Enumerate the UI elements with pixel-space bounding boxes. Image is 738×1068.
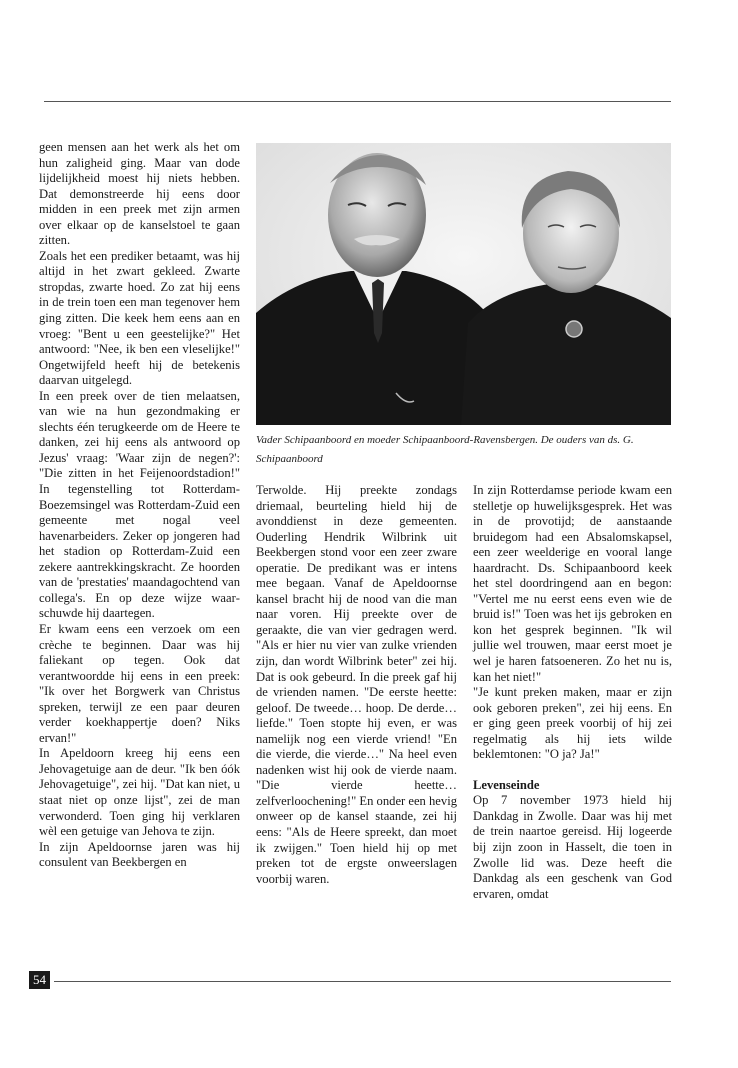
text-column-1 (39, 140, 240, 871)
footer-rule (54, 981, 671, 982)
paragraph: "Je kunt preken maken, maar er zijn ook geboren preken", zei hij eens. En er ging geen preek voorbij of hij zei regelmatig als hij iets wilde beklemtonen: "O ja? Ja!" (473, 685, 672, 762)
header-rule (44, 101, 671, 102)
paragraph: geen mensen aan het werk als het om hun zaligheid ging. Maar van dode lijdelijkheid moest hij niets hebben. Dat demonstreerde hij eens door midden in een preek met zijn armen over elkaar op de kanselstoel te gaan zitten. (39, 140, 240, 248)
paragraph: Er kwam eens een verzoek om een crèche te beginnen. Daar was hij faliekant op tegen. Ook dat verantwoordde hij eens in een preek: "Ik over het Borgwerk van Christus spreken, terwijl ze een paar deuren verder koekhappertje doen? Niks ervan!" (39, 621, 240, 745)
text-column-3 (473, 483, 672, 902)
paragraph: In zijn Apeldoornse jaren was hij consulent van Beekbergen en (39, 839, 240, 870)
paragraph: In zijn Rotterdamse periode kwam een stelletje op huwelijksgesprek. Het was in de provotijd; de aanstaande bruidegom had een Absalomskapsel, een zeer weelderige en vooral lange haardracht. Ds. Schipaanboord keek het stel doordringend aan en begon: "Vertel me nu eerst eens even wie de bruid is!" Toen was het ijs gebroken en kon het gesprek beginnen. "Ik wil jullie wel trouwen, maar eerst moet je wel je haren fatsoeneren. Zo het nu is, kan het niet!" (473, 483, 672, 684)
paragraph: In een preek over de tien melaatsen, van wie na hun gezondmaking er slechts één terugkeerde om de Heere te danken, zei hij eens als antwoord op Jezus' vraag: 'Waar zijn de negen?': "Die zitten in het Feijenoordstadion!" In tegenstelling tot Rotterdam-Boezemsingel was Rotterdam-Zuid een gemeente met nogal veel havenarbeiders. Zeker op jongeren had het stadion op Rotterdam-Zuid een zekere aantrekkingskracht. Ze hoorden van de 'prestaties' maandagochtend van collega's. En op deze wijze waarschuwde hij daartegen. (39, 388, 240, 621)
section-heading: Levenseinde (473, 777, 540, 792)
paragraph: Terwolde. Hij preekte zondags driemaal, beurteling hield hij de avonddienst in deze gemeenten. Ouderling Hendrik Wilbrink uit Beekbergen stond voor een zeer zware operatie. De predikant was er intens mee begaan. Vanaf de Apeldoornse kansel bracht hij de nood van die man naar voren. Hij preekte over de geraakte, die van vier gedragen werd. "Als er hier nu vier van zulke vrienden zijn, dan wordt Wilbrink beter" zei hij. Dat is ook gebeurd. In die preek gaf hij de vrienden namen. "De eerste heette: geloof. De tweede… hoop. De derde… liefde." Toen stopte hij even, er was namelijk nog een vierde vriend! "En die vierde, die vierde…" Na heel even nadenken wist hij ook de vierde naam. "Die vierde heette… zelfverloochening!" En onder een hevig onweer op de kansel staande, zei hij eens: "Als de Heere spreekt, dan moet ik zwijgen." Toen hield hij op met preken tot de ergste onweerslagen voorbij waren. (256, 483, 457, 886)
text-column-2 (256, 483, 457, 887)
paragraph: Zoals het een prediker betaamt, was hij altijd in het zwart gekleed. Zwarte stropdas, zwarte hoed. Zo zat hij eens in de trein toen een man tegenover hem ging zitten. Die keek hem eens aan en vroeg: "Bent u een geestelijke?" Het antwoord: "Nee, ik ben een vleselijke!" Ongetwijfeld heeft hij de betekenis daarvan uitgelegd. (39, 248, 240, 388)
page-number: 54 (29, 971, 50, 989)
photo-caption: Vader Schipaanboord en moeder Schipaanboord-Ravensbergen. De ouders van ds. G. Schipaanboord (256, 434, 634, 465)
portrait-photo (256, 143, 671, 425)
paragraph: In Apeldoorn kreeg hij eens een Jehovagetuige aan de deur. "Ik ben óók Jehovagetuige", zei hij. "Dat kan niet, u staat niet op onze lijst", zei de man verwonderd. Toen ging hij verklaren wèl een getuige van Jehova te zijn. (39, 746, 240, 839)
paragraph: Op 7 november 1973 hield hij Dankdag in Zwolle. Daar was hij met de trein naartoe gereisd. Hij logeerde bij zijn zoon in Hasselt, die toen in Zwolle lid was. Deze heeft die Dankdag als een geschenk van God ervaren, omdat (473, 793, 672, 901)
